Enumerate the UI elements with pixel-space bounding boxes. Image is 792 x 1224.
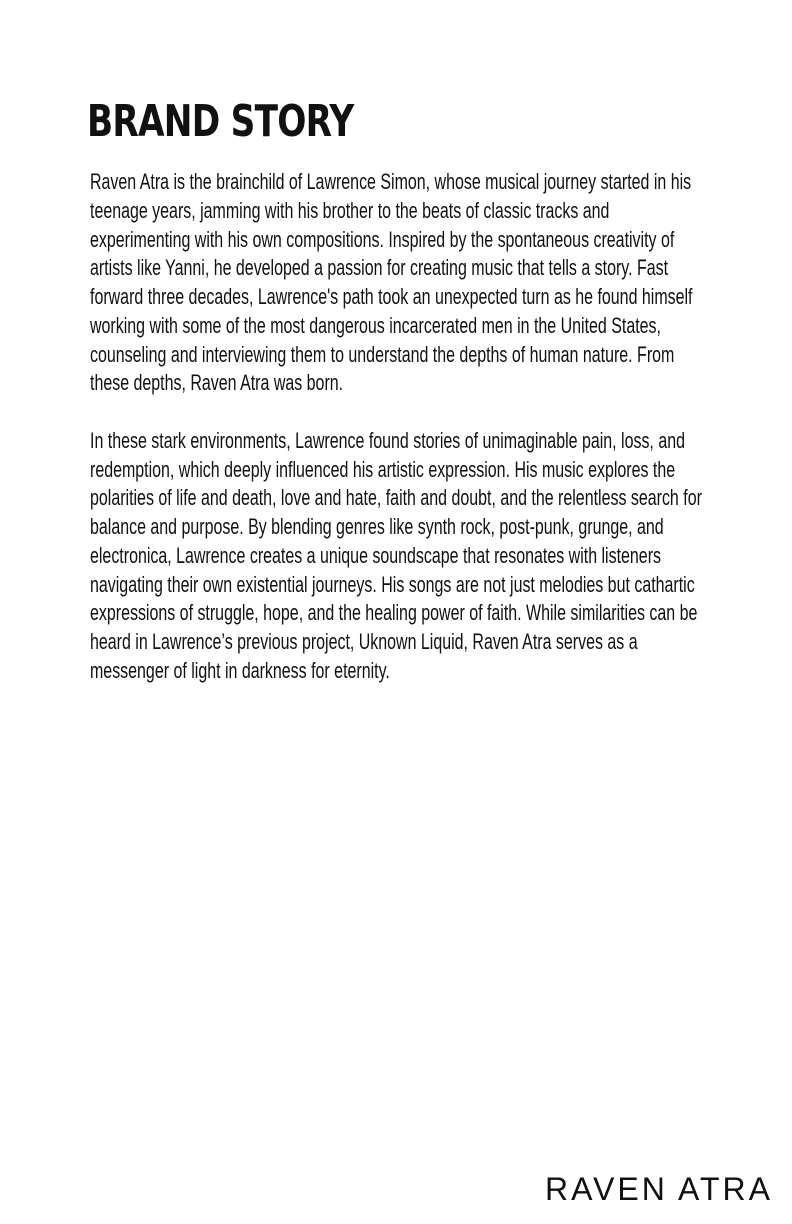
raven-atra-logo <box>545 1158 779 1216</box>
logo-wordmark: RAVEN ATRA <box>545 1171 773 1207</box>
page-title: BRAND STORY <box>87 96 354 147</box>
brand-story-body <box>90 168 705 714</box>
paragraph-influence: In these stark environments, Lawrence found stories of unimaginable pain, loss, and redemption, which deeply influenced his artistic expression. His music explores the polarities of life and death, love and hate, faith and doubt, and the relentless search for balance and purpose. By blending genres like synth rock, post-punk, grunge, and electronica, Lawrence creates a unique soundscape that resonates with listeners navigating their own existential journeys. His songs are not just melodies but cathartic expressions of struggle, hope, and the healing power of faith. While similarities can be heard in Lawrence’s previous project, Uknown Liquid, Raven Atra serves as a messenger of light in darkness for eternity. <box>90 427 702 683</box>
paragraph-origin: Raven Atra is the brainchild of Lawrence Simon, whose musical journey started in his teenage years, jamming with his brother to the beats of classic tracks and experimenting with his own compositions. Inspired by the spontaneous creativity of artists like Yanni, he developed a passion for creating music that tells a story. Fast forward three decades, Lawrence's path took an unexpected turn as he found himself working with some of the most dangerous incarcerated men in the United States, counseling and interviewing them to understand the depths of human nature. From these depths, Raven Atra was born. <box>90 169 693 396</box>
